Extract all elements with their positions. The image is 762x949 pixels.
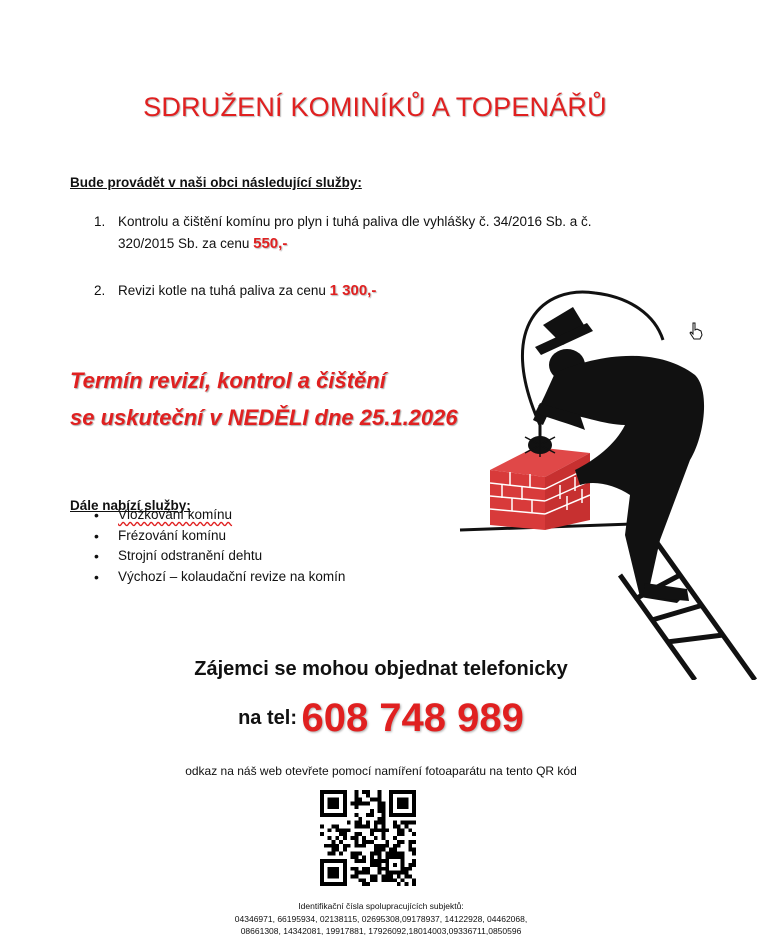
- term-announcement: [70, 362, 458, 436]
- extra-services-list: [70, 505, 345, 587]
- order-by-phone-text: Zájemci se mohou objednat telefonicky: [194, 658, 568, 680]
- extra-services-heading: Dále nabízí služby:: [70, 498, 191, 513]
- term-line-2: se uskuteční v NEDĚLI dne 25.1.2026: [70, 405, 458, 430]
- qr-code[interactable]: [320, 790, 416, 886]
- list-item: • Frézování komínu: [70, 526, 345, 547]
- hand-pointer-icon: [688, 322, 704, 340]
- service-text: Kontrolu a čištění komínu pro plyn i tuhá paliva dle vyhlášky č. 34/2016 Sb. a č.: [118, 214, 592, 229]
- list-item: • Vložkování komínu: [70, 505, 345, 526]
- service-item-1: [94, 211, 654, 255]
- phone-number[interactable]: 608 748 989: [301, 696, 524, 740]
- brick-chimney: [490, 447, 590, 530]
- phone-contact: [0, 696, 762, 741]
- chimney-sweep-illustration: [455, 285, 760, 680]
- service-price: 1 300,-: [329, 282, 377, 299]
- page-title: SDRUŽENÍ KOMINÍKŮ A TOPENÁŘŮ: [143, 92, 607, 122]
- service-text: 320/2015 Sb. za cenu: [118, 236, 250, 251]
- service-number: 1.: [94, 214, 106, 229]
- service-text: Revizi kotle na tuhá paliva za cenu: [118, 283, 326, 298]
- ids-heading: Identifikační čísla spolupracujících subjektů:: [298, 901, 464, 911]
- ids-line: 08661308, 14342081, 19917881, 17926092,18014003,09336711,0850596: [240, 926, 522, 936]
- service-number: 2.: [94, 283, 106, 298]
- phone-label: na tel:: [238, 707, 297, 729]
- list-item: • Výchozí – kolaudační revize na komín: [70, 567, 345, 588]
- qr-note: odkaz na náš web otevřete pomocí namíření fotoaparátu na tento QR kód: [185, 764, 577, 778]
- list-item: • Strojní odstranění dehtu: [70, 546, 345, 567]
- ids-line: 04346971, 66195934, 02138115, 02695308,09178937, 14122928, 04462068,: [234, 913, 528, 924]
- service-price: 550,-: [253, 235, 288, 252]
- term-line-1: Termín revizí, kontrol a čištění: [70, 368, 386, 393]
- company-ids: [0, 900, 762, 938]
- services-heading: Bude provádět v naši obci následující služby:: [70, 175, 362, 190]
